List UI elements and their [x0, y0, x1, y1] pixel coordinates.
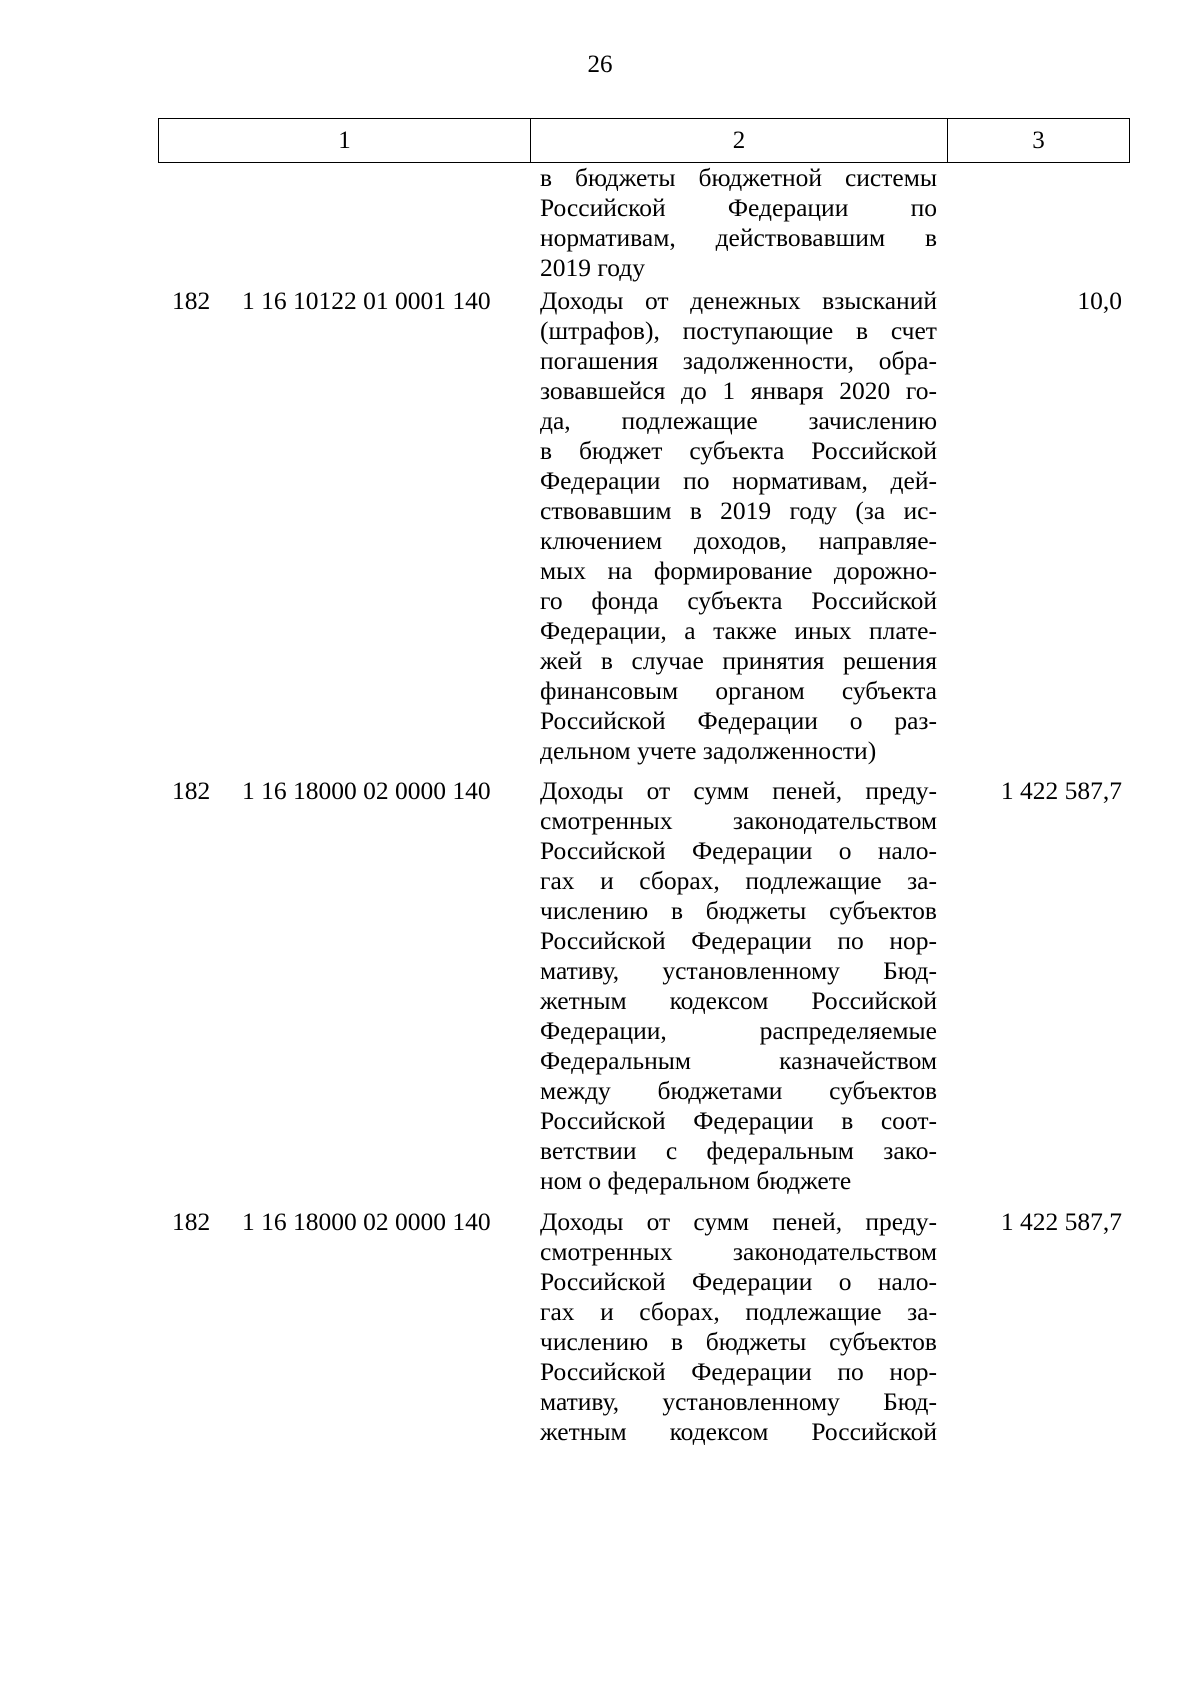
description-word: за- [907, 866, 937, 895]
description-word: Федеральным [540, 1046, 691, 1075]
description-word: бюджет [578, 436, 663, 465]
agency-code: 182 [172, 1207, 211, 1236]
description-line [540, 556, 937, 586]
description-word: жетным [540, 986, 627, 1015]
amount-value: 1 422 587,7 [1000, 776, 1122, 805]
description-word: го [540, 586, 563, 615]
description-line [540, 376, 937, 406]
description-word: от [645, 286, 669, 315]
description-word: в [670, 896, 683, 925]
description-word: Доходы [540, 1207, 624, 1236]
description-word: преду- [865, 776, 937, 805]
description-word: Доходы [540, 776, 624, 805]
description-word: Федерации [691, 926, 812, 955]
description-word: и [600, 866, 614, 895]
description-word: бюджеты [574, 163, 676, 192]
description-word: нормативам, [540, 223, 676, 252]
column-header-1: 1 [159, 119, 531, 162]
description-word: денежных [690, 286, 801, 315]
description-word: задолженности, [682, 346, 855, 375]
description-word: в [856, 316, 869, 345]
description-line [540, 586, 937, 616]
description-word: Российской [811, 586, 937, 615]
agency-code: 182 [172, 286, 211, 315]
description-word: нор- [889, 926, 937, 955]
description-word: на [607, 556, 633, 585]
description-word: Федерации [540, 466, 661, 495]
description-word: дей- [890, 466, 937, 495]
description-line [540, 1136, 937, 1166]
description-line [540, 466, 937, 496]
description-word: нало- [877, 836, 937, 865]
description-word: от [646, 776, 671, 805]
description-line [540, 436, 937, 466]
description-word: субъектов [829, 1327, 937, 1356]
description-word: числению [540, 1327, 649, 1356]
description-line [540, 1046, 937, 1076]
description-word: ключением [540, 526, 663, 555]
description-line [540, 193, 937, 223]
description-word: преду- [865, 1207, 937, 1236]
description-word: действовавшим [715, 223, 886, 252]
description-line [540, 526, 937, 556]
description-word: федеральным [706, 1136, 854, 1165]
description-word: за- [907, 1297, 937, 1326]
description-word: плате- [868, 616, 937, 645]
description-word: 1 [722, 376, 736, 405]
description-line [540, 1357, 937, 1387]
description-word: нормативам, [732, 466, 868, 495]
description-word: Федерации [692, 1267, 813, 1296]
description-line [540, 1297, 937, 1327]
description-line [540, 896, 937, 926]
description-word: зовавшейся [540, 376, 666, 405]
description-word: 2020 [839, 376, 891, 405]
description-word: распределяемые [759, 1016, 937, 1045]
budget-classification-code: 1 16 10122 01 0001 140 [242, 286, 491, 315]
description-word: в [540, 163, 553, 192]
description-word: раз- [894, 706, 937, 735]
description-word: обра- [878, 346, 937, 375]
description-word: в [540, 436, 553, 465]
description-word: решения [842, 646, 937, 675]
description-word: пеней, [772, 1207, 843, 1236]
description-word: о [838, 1267, 852, 1296]
description-word: в [689, 496, 702, 525]
description-word: Бюд- [883, 956, 937, 985]
description-word: Бюд- [883, 1387, 937, 1416]
description-line [540, 223, 937, 253]
description-word: ис- [903, 496, 937, 525]
description-word: с [665, 1136, 678, 1165]
description-word: формирование [653, 556, 813, 585]
description-line [540, 346, 937, 376]
description-word: зако- [883, 1136, 937, 1165]
description-line [540, 836, 937, 866]
amount-value: 10,0 [1077, 286, 1122, 315]
description-line [540, 1076, 937, 1106]
description-word: в [670, 1327, 683, 1356]
description-line [540, 1016, 937, 1046]
description-word: принятия [722, 646, 825, 675]
description-line [540, 1387, 937, 1417]
description-word: законодательством [732, 806, 937, 835]
description-word: счет [890, 316, 937, 345]
description-word: по [910, 193, 937, 222]
description-word: соот- [880, 1106, 937, 1135]
description-word: подлежащие [745, 866, 882, 895]
description-word: гах [540, 1297, 575, 1326]
description-word: также [713, 616, 777, 645]
description-word: о [849, 706, 863, 735]
description-word: нало- [877, 1267, 937, 1296]
description-word: установленному [662, 956, 840, 985]
description-word: ствовавшим [540, 496, 672, 525]
description-word: сумм [693, 776, 750, 805]
column-header-2: 2 [531, 119, 948, 162]
description-line: дельном учете задолженности) [540, 736, 877, 765]
description-word: и [600, 1297, 614, 1326]
description-word: Федерации [691, 1357, 812, 1386]
description-word: Российской [811, 986, 937, 1015]
description-line [540, 926, 937, 956]
agency-code: 182 [172, 776, 211, 805]
description-line [540, 1207, 937, 1237]
description-word: мативу, [540, 956, 620, 985]
amount-value: 1 422 587,7 [1000, 1207, 1122, 1236]
description-word: жетным [540, 1417, 627, 1446]
description-word: сборах, [639, 1297, 720, 1326]
description-word: Федерации [727, 193, 849, 222]
description-line [540, 316, 937, 346]
description-word: субъекта [689, 436, 785, 465]
description-word: по [837, 926, 864, 955]
description-word: по [837, 1357, 864, 1386]
description-line [540, 406, 937, 436]
description-word: органом [715, 676, 805, 705]
description-word: между [540, 1076, 611, 1105]
description-line [540, 616, 937, 646]
description-word: финансовым [540, 676, 679, 705]
description-word: бюджеты [705, 1327, 807, 1356]
column-header-3: 3 [1032, 126, 1045, 154]
description-word: мых [540, 556, 587, 585]
description-word: году [789, 496, 838, 525]
description-word: Федерации [692, 836, 813, 865]
description-word: направляе- [818, 526, 937, 555]
description-line [540, 986, 937, 1016]
description-word: Российской [540, 836, 666, 865]
description-word: казначейством [779, 1046, 937, 1075]
description-word: о [838, 836, 852, 865]
description-word: го- [905, 376, 937, 405]
description-word: (штрафов), [540, 316, 660, 345]
description-word: погашения [540, 346, 659, 375]
description-line: 2019 году [540, 253, 645, 282]
description-word: бюджетами [657, 1076, 783, 1105]
description-word: Федерации, [540, 1016, 667, 1045]
description-word: субъекта [841, 676, 937, 705]
description-word: да, [540, 406, 571, 435]
description-word: субъекта [687, 586, 783, 615]
description-line [540, 776, 937, 806]
description-word: Российской [540, 193, 666, 222]
description-word: смотренных [540, 806, 673, 835]
description-line [540, 1106, 937, 1136]
description-word: взысканий [822, 286, 937, 315]
table-header [158, 118, 1130, 163]
description-line [540, 286, 937, 316]
description-word: января [750, 376, 824, 405]
description-word: сборах, [639, 866, 720, 895]
description-line [540, 1237, 937, 1267]
budget-classification-code: 1 16 18000 02 0000 140 [242, 1207, 491, 1236]
description-word: а [684, 616, 696, 645]
description-line [540, 496, 937, 526]
description-line [540, 1327, 937, 1357]
description-line [540, 1267, 937, 1297]
page-number: 26 [587, 51, 613, 78]
description-line [540, 806, 937, 836]
description-word: числению [540, 896, 649, 925]
description-word: нор- [889, 1357, 937, 1386]
description-word: смотренных [540, 1237, 673, 1266]
description-line [540, 1417, 937, 1447]
description-word: до [681, 376, 707, 405]
description-line [540, 706, 937, 736]
description-word: дорожно- [833, 556, 937, 585]
description-word: бюджеты [705, 896, 807, 925]
description-word: подлежащие [745, 1297, 882, 1326]
description-line: ном о федеральном бюджете [540, 1166, 852, 1195]
description-word: в [841, 1106, 854, 1135]
description-word: подлежащие [621, 406, 758, 435]
description-word: 2019 [720, 496, 772, 525]
description-word: иных [794, 616, 852, 645]
description-word: кодексом [669, 1417, 769, 1446]
description-word: жей [540, 646, 583, 675]
description-word: пеней, [772, 776, 843, 805]
description-word: поступающие [682, 316, 834, 345]
description-word: законодательством [732, 1237, 937, 1266]
description-word: установленному [662, 1387, 840, 1416]
description-word: по [683, 466, 710, 495]
description-word: Российской [540, 1106, 666, 1135]
description-word: Российской [540, 926, 666, 955]
description-word: сумм [693, 1207, 750, 1236]
description-line [540, 163, 937, 193]
description-line [540, 646, 937, 676]
description-word: Доходы [540, 286, 624, 315]
description-line [540, 866, 937, 896]
description-word: Российской [811, 436, 937, 465]
description-word: в [924, 223, 937, 252]
description-word: доходов, [693, 526, 787, 555]
description-word: в [600, 646, 613, 675]
description-word: Российской [540, 1357, 666, 1386]
description-word: системы [844, 163, 937, 192]
description-line [540, 956, 937, 986]
description-word: субъектов [829, 896, 937, 925]
description-word: кодексом [669, 986, 769, 1015]
description-word: случае [631, 646, 704, 675]
description-word: Федерации [693, 1106, 814, 1135]
description-word: Российской [540, 706, 666, 735]
description-word: Федерации, [540, 616, 667, 645]
description-word: Российской [811, 1417, 937, 1446]
description-word: бюджетной [698, 163, 823, 192]
description-word: (за [855, 496, 886, 525]
description-word: ветствии [540, 1136, 637, 1165]
description-word: зачислению [808, 406, 937, 435]
description-line [540, 676, 937, 706]
description-word: Российской [540, 1267, 666, 1296]
description-word: гах [540, 866, 575, 895]
description-word: Федерации [697, 706, 818, 735]
budget-classification-code: 1 16 18000 02 0000 140 [242, 776, 491, 805]
description-word: от [646, 1207, 671, 1236]
description-word: субъектов [829, 1076, 937, 1105]
description-word: фонда [591, 586, 659, 615]
description-word: мативу, [540, 1387, 620, 1416]
